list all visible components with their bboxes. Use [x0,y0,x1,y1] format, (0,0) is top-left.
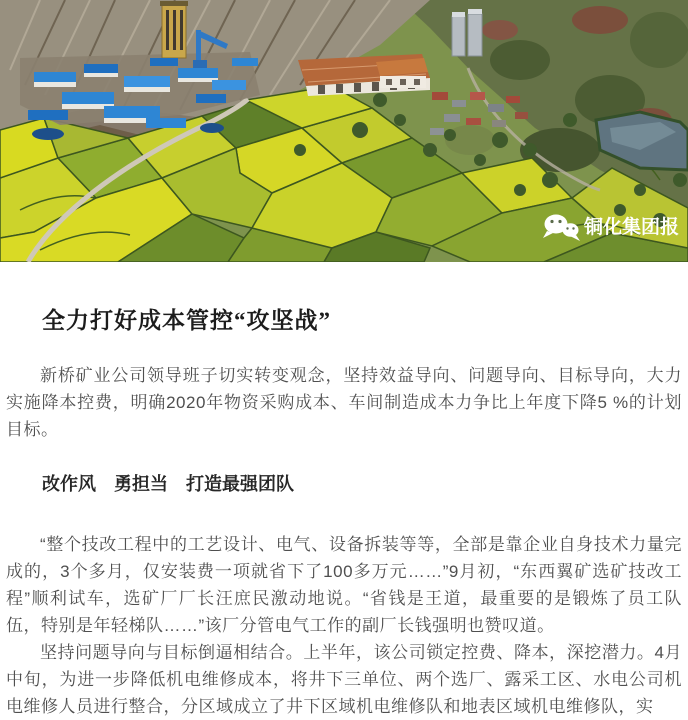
body-paragraph-2: 坚持问题导向与目标倒逼相结合。上半年，该公司锁定控费、降本，深挖潜力。4月中旬，为进一步降低机电维修成本，将井下三单位、两个选厂、露采工区、水电公司机电维修人员进行整合，分区域成立了井下区域机电维修队和地表区域机电维修队，实 [6,643,682,716]
intro-paragraph: 新桥矿业公司领导班子切实转变观念，坚持效益导向、问题导向、目标导向，大力实施降本控费，明确2020年物资采购成本、车间制造成本力争比上年度下降5 %的计划目标。 [6,366,682,439]
article-body [0,302,688,720]
article-title: 全力打好成本管控“攻坚战” [42,308,331,333]
hero-photo-illustration [0,0,688,262]
hero-photo[interactable] [0,0,688,262]
body-paragraph-1: “整个技改工程中的工艺设计、电气、设备拆装等等，全部是靠企业自身技术力量完成的，3个多月，仅安装费一项就省下了100多万元……”9月初，“东西翼矿选矿技改工程”顺利试车，选矿厂厂长汪庶民激动地说。“省钱是王道，最重要的是锻炼了员工队伍，特别是年轻梯队……”该厂分管电气工作的副厂长钱强明也赞叹道。 [6,535,683,635]
section-heading: 改作风 勇担当 打造最强团队 [42,474,294,494]
photo-watermark-text: 铜化集团报 [584,217,680,238]
